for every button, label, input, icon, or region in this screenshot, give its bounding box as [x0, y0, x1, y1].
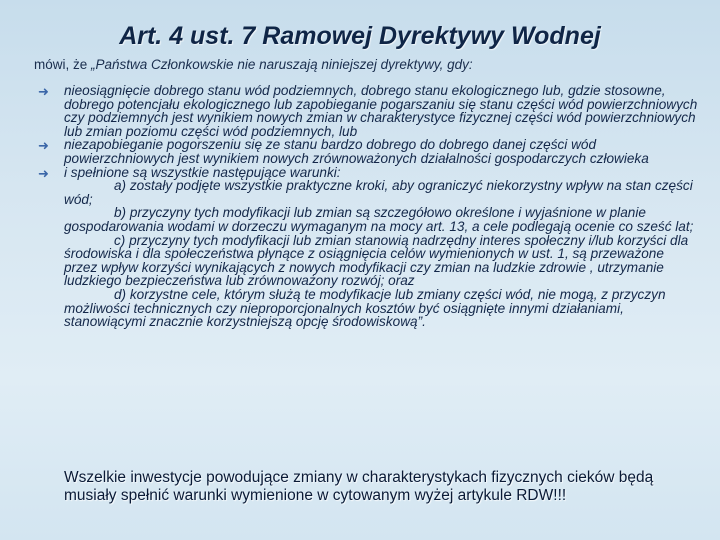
- condition-text: b) przyczyny tych modyfikacji lub zmian są szczegółowo określone i wyjaśnione w planie gospodarowania wodami w dorzeczu wymaganym na mocy art. 13, a cele podlegają ocenie co sześć lat;: [64, 205, 694, 234]
- intro-quote: „Państwa Członkowskie nie naruszają niniejszej dyrektywy, gdy:: [91, 57, 473, 72]
- conclusion-text: Wszelkie inwestycje powodujące zmiany w charakterystykach fizycznych cieków będą musiały spełnić warunki wymienione w cytowanym wyżej artykule RDW!!!: [64, 469, 654, 504]
- condition-text: c) przyczyny tych modyfikacji lub zmian stanowią nadrzędny interes społeczny i/lub korzyści dla środowiska i dla społeczeństwa płynące z osiągnięcia celów wymienionych w ust. 1, są przeważone przez wpływ korzyści wynikających z nowych modyfikacji czy zmian na ludzkie zdrowie , utrzymanie ludzkiego bezpieczeństwa lub zrównoważony rozwój; oraz: [64, 232, 689, 289]
- arrow-right-icon: ➜: [38, 84, 49, 99]
- slide-title: Art. 4 ust. 7 Ramowej Dyrektywy Wodnej: [119, 22, 601, 50]
- bullet-text: nieosiągnięcie dobrego stanu wód podziemnych, dobrego stanu ekologicznego lub, gdzie stosowne, dobrego potencjału ekologicznego lub zapobieganie pogarszaniu się stanu części wód powierzchniowych czy podziemnych jest wynikiem nowych zmian w charakterystyce fizycznej części wód powierzchniowych lub zmian poziomu części wód podziemnych, lub: [64, 83, 698, 139]
- condition-text: a) zostały podjęte wszystkie praktyczne kroki, aby ograniczyć niekorzystny wpływ na stan części wód;: [64, 178, 693, 207]
- intro-text: [34, 57, 704, 72]
- bullet-item: [38, 166, 698, 180]
- bullet-item: [38, 84, 698, 138]
- arrow-right-icon: ➜: [38, 138, 49, 154]
- condition-a: [38, 179, 698, 206]
- bullet-item: [38, 138, 698, 165]
- bullet-list: [38, 84, 698, 329]
- condition-text: d) korzystne cele, którym służą te modyfikacje lub zmiany części wód, nie mogą, z przyczyn możliwości technicznych czy nieproporcjonalnych kosztów być osiągnięte innymi działaniami, stanowiącymi znacznie korzystniejszą opcję środowiskową”.: [64, 286, 666, 330]
- condition-c: [38, 234, 698, 288]
- intro-lead: mówi, że: [34, 57, 92, 72]
- arrow-right-icon: ➜: [38, 165, 49, 181]
- bullet-text: i spełnione są wszystkie następujące warunki:: [64, 164, 341, 180]
- condition-d: [38, 288, 698, 329]
- bullet-text: niezapobieganie pogorszeniu się ze stanu bardzo dobrego do dobrego danej części wód powierzchniowych jest wynikiem nowych zrównoważonych działalności gospodarczych człowieka: [64, 137, 649, 166]
- condition-b: [38, 206, 698, 233]
